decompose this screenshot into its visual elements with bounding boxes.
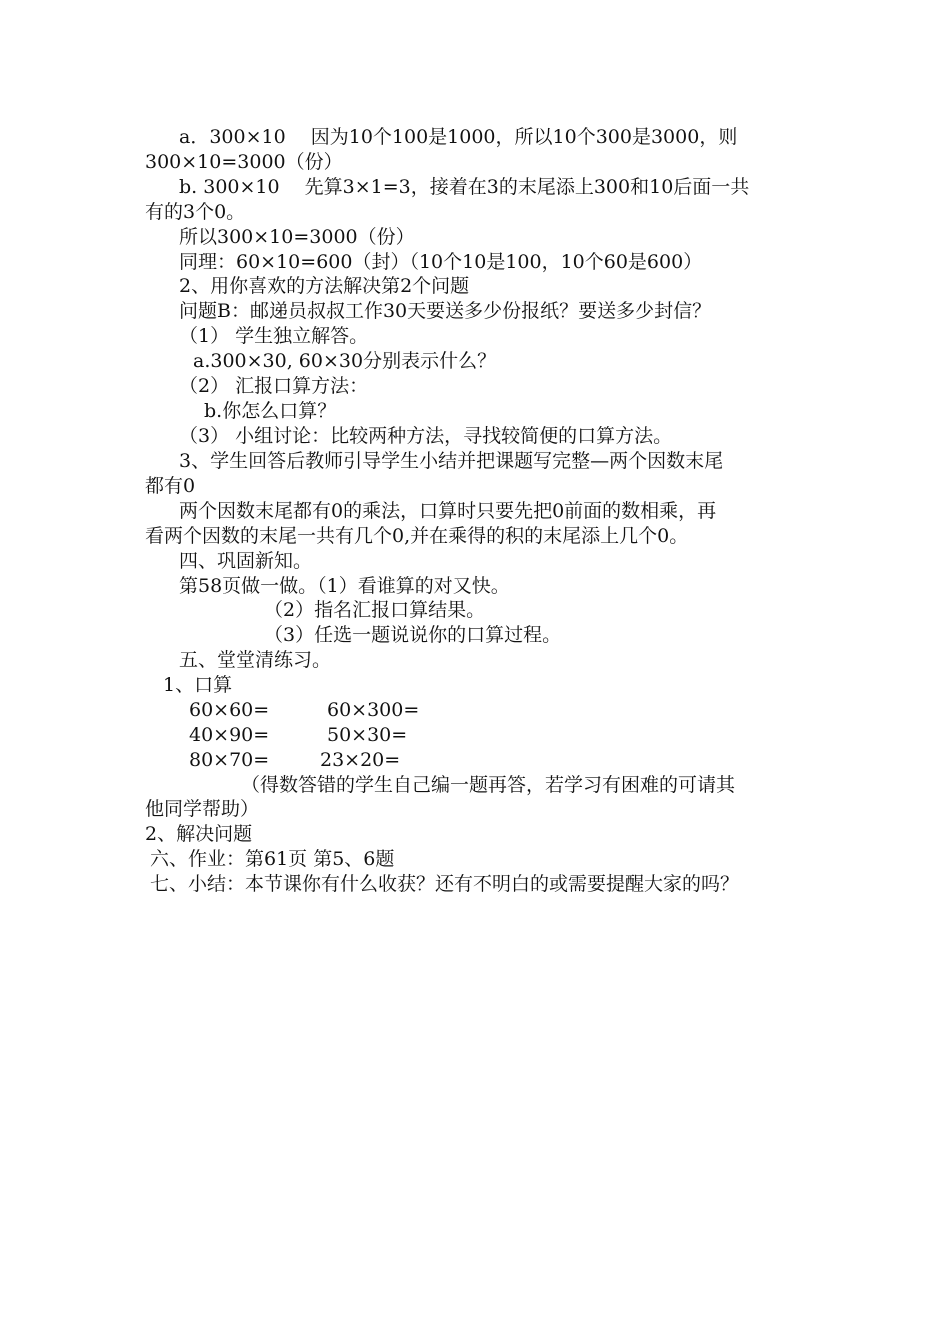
text-line: （3） 小组讨论：比较两种方法，寻找较简便的口算方法。	[179, 425, 673, 447]
text-line: 两个因数末尾都有0的乘法，口算时只要先把0前面的数相乘，再	[179, 500, 717, 522]
text-line: 50×30=	[327, 724, 408, 746]
text-line: 问题B：邮递员叔叔工作30天要送多少份报纸？要送多少封信？	[179, 300, 712, 322]
text-line: a.300×30, 60×30分别表示什么？	[193, 350, 497, 372]
text-line: （1） 学生独立解答。	[179, 325, 369, 347]
text-line: 3、学生回答后教师引导学生小结并把课题写完整—两个因数末尾	[179, 450, 724, 472]
text-line: 七、小结：本节课你有什么收获？还有不明白的或需要提醒大家的吗？	[150, 873, 740, 895]
text-line: 四、巩固新知。	[179, 550, 313, 572]
text-line: 60×60=	[189, 699, 270, 721]
text-line: 2、解决问题	[145, 823, 253, 845]
text-line: 有的3个0。	[145, 201, 246, 223]
text-line: 300×10=3000（份）	[145, 151, 343, 173]
text-line: 1、口算	[163, 674, 233, 696]
text-line: 看两个因数的末尾一共有几个0,并在乘得的积的末尾添上几个0。	[145, 525, 689, 547]
text-line: （得数答错的学生自己编一题再答，若学习有困难的可请其	[241, 774, 736, 796]
text-line: 80×70=	[189, 749, 270, 771]
text-line: （2）指名汇报口算结果。	[264, 599, 486, 621]
text-line: 60×300=	[327, 699, 420, 721]
text-line: 都有0	[145, 475, 196, 497]
text-line: （3）任选一题说说你的口算过程。	[264, 624, 562, 646]
text-line: a．300×10 因为10个100是1000，所以10个300是3000，则	[179, 126, 738, 148]
text-line: （2） 汇报口算方法：	[179, 375, 369, 397]
text-line: b. 300×10 先算3×1=3，接着在3的末尾添上300和10后面一共	[179, 176, 750, 198]
text-line: 五、堂堂清练习。	[179, 649, 332, 671]
text-line: 同理：60×10=600（封）（10个10是100，10个60是600）	[179, 251, 703, 273]
text-line: 所以300×10=3000（份）	[179, 226, 415, 248]
text-line: 23×20=	[320, 749, 401, 771]
text-line: 他同学帮助）	[145, 798, 260, 820]
text-line: 2、用你喜欢的方法解决第2个问题	[179, 275, 470, 297]
text-line: b.你怎么口算？	[204, 400, 337, 422]
text-line: 第58页做一做。（1）看谁算的对又快。	[179, 575, 510, 597]
text-line: 40×90=	[189, 724, 270, 746]
text-line: 六、作业：第61页 第5、6题	[150, 848, 395, 870]
